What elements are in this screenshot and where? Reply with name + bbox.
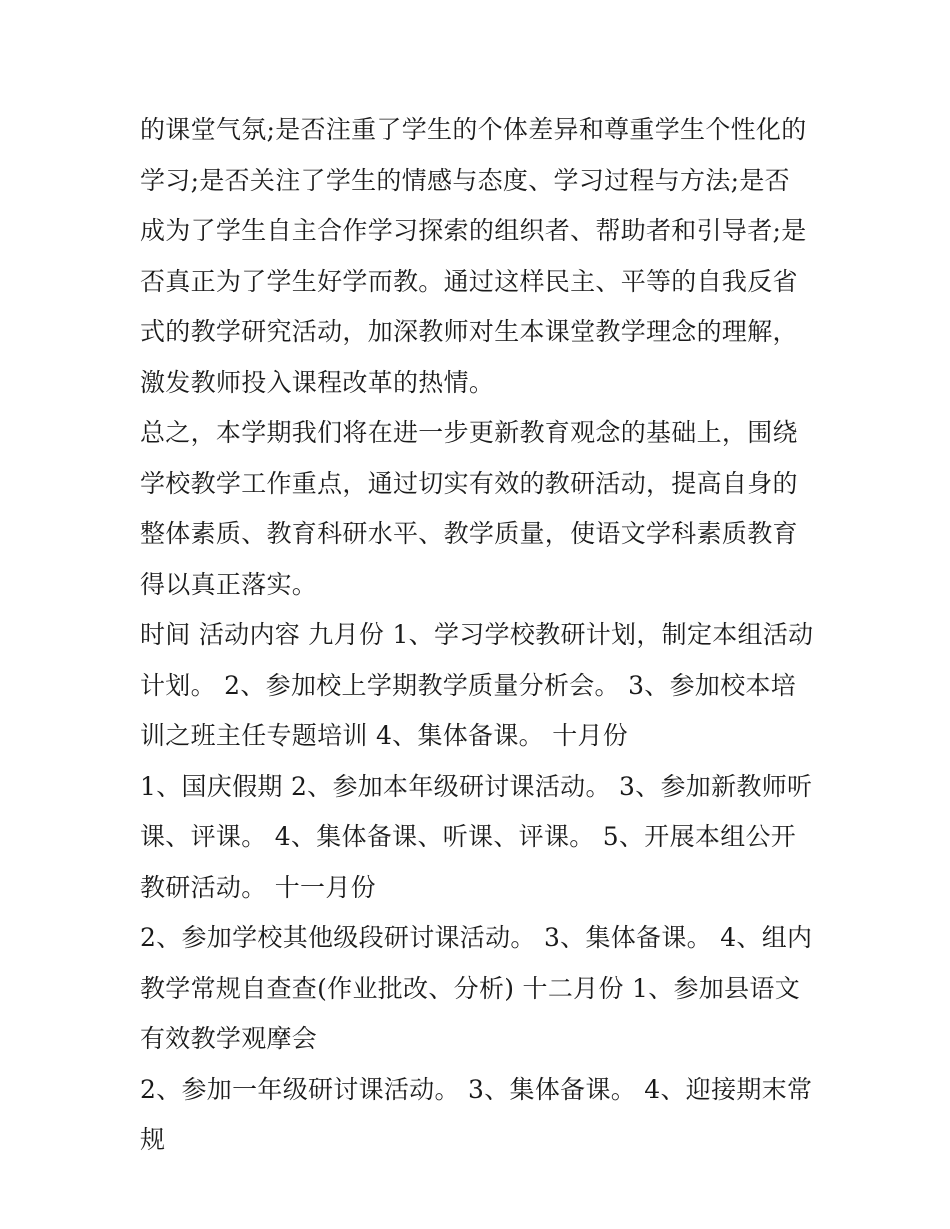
paragraph-october-plan: 1、国庆假期 2、参加本年级研讨课活动。 3、参加新教师听课、评课。 4、集体备课、听课、评课。 5、开展本组公开教研活动。 十一月份 [140, 771, 813, 902]
paragraph-november-plan: 2、参加学校其他级段研讨课活动。 3、集体备课。 4、组内教学常规自查查(作业批改、分析) 十二月份 1、参加县语文有效教学观摩会 [140, 923, 813, 1053]
paragraph-september-plan: 时间 活动内容 九月份 1、学习学校教研计划，制定本组活动计划。 2、参加校上学期教学质量分析会。 3、参加校本培训之班主任专题培训 4、集体备课。 十月份 [140, 620, 814, 750]
paragraph-december-plan: 2、参加一年级研讨课活动。 3、集体备课。 4、迎接期末常规 [140, 1074, 813, 1154]
paragraph-summary: 总之，本学期我们将在进一步更新教育观念的基础上，围绕学校教学工作重点，通过切实有效的教研活动，提高自身的整体素质、教育科研水平、教学质量，使语文学科素质教育得以真正落实。 [140, 418, 798, 599]
paragraph-reflection: 的课堂气氛;是否注重了学生的个体差异和尊重学生个性化的学习;是否关注了学生的情感与态度、学习过程与方法;是否成为了学生自主合作学习探索的组织者、帮助者和引导者;是否真正为了学生好学而教。通过这样民主、平等的自我反省式的教学研究活动，加深教师对生本课堂教学理念的理解，激发教师投入课程改革的热情。 [140, 115, 807, 397]
document-body [140, 105, 815, 1166]
